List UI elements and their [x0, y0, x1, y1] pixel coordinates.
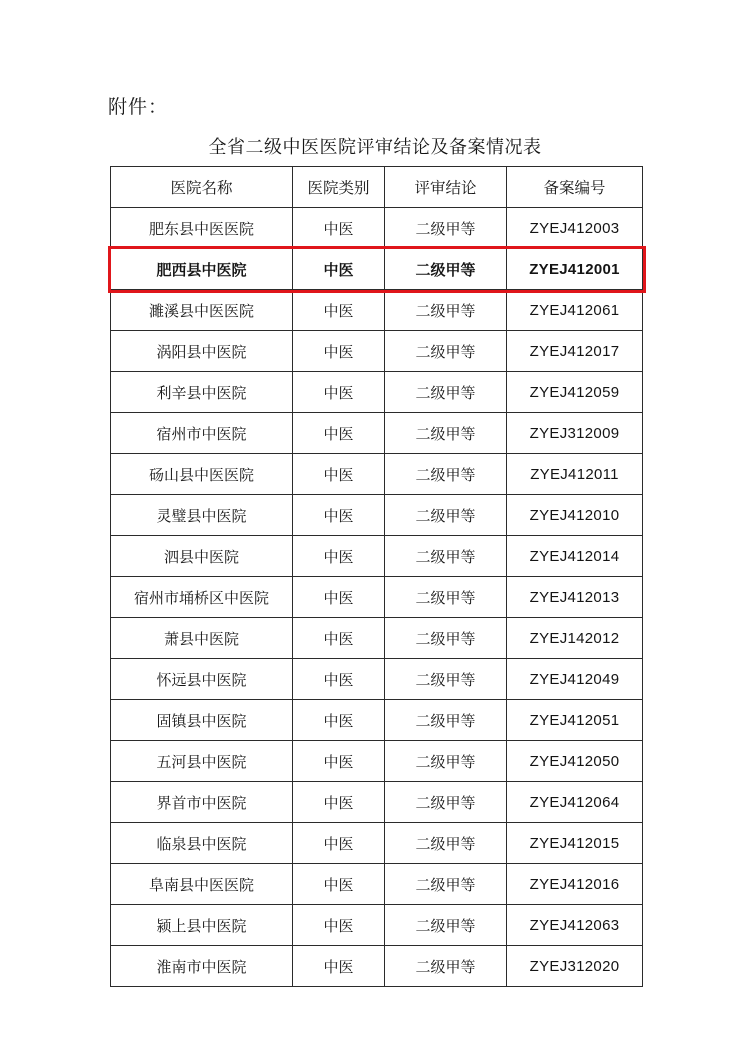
cell-record-number: ZYEJ412014 — [507, 536, 643, 577]
column-header-hospital-type: 医院类别 — [293, 167, 385, 208]
table-row — [111, 741, 643, 782]
cell-review-result: 二级甲等 — [385, 495, 507, 536]
cell-review-result: 二级甲等 — [385, 659, 507, 700]
cell-review-result: 二级甲等 — [385, 413, 507, 454]
table-row — [111, 946, 643, 987]
attachment-label: 附件： — [108, 97, 169, 118]
cell-hospital-name: 临泉县中医院 — [111, 823, 293, 864]
table-header-row — [111, 167, 643, 208]
cell-hospital-name: 泗县中医院 — [111, 536, 293, 577]
cell-review-result: 二级甲等 — [385, 782, 507, 823]
cell-hospital-name: 肥西县中医院 — [111, 249, 293, 290]
table-row — [111, 331, 643, 372]
cell-review-result: 二级甲等 — [385, 618, 507, 659]
cell-hospital-type: 中医 — [293, 823, 385, 864]
cell-hospital-name: 濉溪县中医医院 — [111, 290, 293, 331]
cell-hospital-type: 中医 — [293, 290, 385, 331]
page-title: 全省二级中医医院评审结论及备案情况表 — [208, 137, 542, 157]
cell-hospital-type: 中医 — [293, 700, 385, 741]
cell-review-result: 二级甲等 — [385, 372, 507, 413]
table-row — [111, 864, 643, 905]
cell-hospital-name: 淮南市中医院 — [111, 946, 293, 987]
table-row — [111, 536, 643, 577]
cell-record-number: ZYEJ412016 — [507, 864, 643, 905]
cell-review-result: 二级甲等 — [385, 454, 507, 495]
cell-hospital-type: 中医 — [293, 536, 385, 577]
cell-review-result: 二级甲等 — [385, 208, 507, 249]
cell-hospital-type: 中医 — [293, 495, 385, 536]
table-row — [111, 413, 643, 454]
table-row — [111, 618, 643, 659]
cell-record-number: ZYEJ412059 — [507, 372, 643, 413]
hospital-review-table — [110, 166, 643, 987]
cell-review-result: 二级甲等 — [385, 700, 507, 741]
table-row — [111, 659, 643, 700]
cell-hospital-type: 中医 — [293, 864, 385, 905]
table-row — [111, 454, 643, 495]
cell-hospital-name: 颍上县中医院 — [111, 905, 293, 946]
table-row — [111, 495, 643, 536]
cell-review-result: 二级甲等 — [385, 290, 507, 331]
cell-hospital-type: 中医 — [293, 905, 385, 946]
cell-review-result: 二级甲等 — [385, 905, 507, 946]
cell-hospital-type: 中医 — [293, 372, 385, 413]
cell-record-number: ZYEJ312009 — [507, 413, 643, 454]
cell-record-number: ZYEJ412003 — [507, 208, 643, 249]
cell-record-number: ZYEJ412049 — [507, 659, 643, 700]
table-row — [111, 372, 643, 413]
cell-record-number: ZYEJ412017 — [507, 331, 643, 372]
cell-hospital-type: 中医 — [293, 782, 385, 823]
cell-review-result: 二级甲等 — [385, 536, 507, 577]
cell-review-result: 二级甲等 — [385, 946, 507, 987]
cell-record-number: ZYEJ312020 — [507, 946, 643, 987]
cell-review-result: 二级甲等 — [385, 741, 507, 782]
cell-record-number: ZYEJ412063 — [507, 905, 643, 946]
cell-record-number: ZYEJ142012 — [507, 618, 643, 659]
cell-hospital-name: 砀山县中医医院 — [111, 454, 293, 495]
cell-hospital-name: 萧县中医院 — [111, 618, 293, 659]
cell-record-number: ZYEJ412013 — [507, 577, 643, 618]
cell-hospital-type: 中医 — [293, 249, 385, 290]
table-row — [111, 782, 643, 823]
cell-hospital-type: 中医 — [293, 413, 385, 454]
cell-hospital-type: 中医 — [293, 454, 385, 495]
cell-review-result: 二级甲等 — [385, 577, 507, 618]
cell-record-number: ZYEJ412051 — [507, 700, 643, 741]
cell-hospital-name: 灵璧县中医院 — [111, 495, 293, 536]
cell-hospital-type: 中医 — [293, 946, 385, 987]
cell-hospital-type: 中医 — [293, 618, 385, 659]
table-row — [111, 823, 643, 864]
table-body — [111, 208, 643, 987]
cell-record-number: ZYEJ412050 — [507, 741, 643, 782]
cell-hospital-name: 宿州市埇桥区中医院 — [111, 577, 293, 618]
cell-record-number: ZYEJ412011 — [507, 454, 643, 495]
cell-hospital-type: 中医 — [293, 331, 385, 372]
cell-hospital-type: 中医 — [293, 741, 385, 782]
cell-record-number: ZYEJ412001 — [507, 249, 643, 290]
cell-hospital-name: 利辛县中医院 — [111, 372, 293, 413]
table-row — [111, 290, 643, 331]
cell-record-number: ZYEJ412015 — [507, 823, 643, 864]
table-row — [111, 208, 643, 249]
column-header-record-number: 备案编号 — [507, 167, 643, 208]
cell-review-result: 二级甲等 — [385, 823, 507, 864]
cell-hospital-type: 中医 — [293, 208, 385, 249]
table-row — [111, 905, 643, 946]
cell-review-result: 二级甲等 — [385, 331, 507, 372]
column-header-review-result: 评审结论 — [385, 167, 507, 208]
cell-hospital-name: 怀远县中医院 — [111, 659, 293, 700]
cell-record-number: ZYEJ412064 — [507, 782, 643, 823]
cell-hospital-type: 中医 — [293, 659, 385, 700]
cell-record-number: ZYEJ412010 — [507, 495, 643, 536]
cell-review-result: 二级甲等 — [385, 864, 507, 905]
cell-review-result: 二级甲等 — [385, 249, 507, 290]
column-header-hospital-name: 医院名称 — [111, 167, 293, 208]
cell-hospital-name: 阜南县中医医院 — [111, 864, 293, 905]
cell-hospital-name: 固镇县中医院 — [111, 700, 293, 741]
table-row — [111, 577, 643, 618]
cell-hospital-name: 五河县中医院 — [111, 741, 293, 782]
table-row — [111, 700, 643, 741]
table-row — [111, 249, 643, 290]
cell-hospital-name: 宿州市中医院 — [111, 413, 293, 454]
cell-hospital-name: 界首市中医院 — [111, 782, 293, 823]
cell-hospital-type: 中医 — [293, 577, 385, 618]
cell-hospital-name: 涡阳县中医院 — [111, 331, 293, 372]
cell-hospital-name: 肥东县中医医院 — [111, 208, 293, 249]
cell-record-number: ZYEJ412061 — [507, 290, 643, 331]
